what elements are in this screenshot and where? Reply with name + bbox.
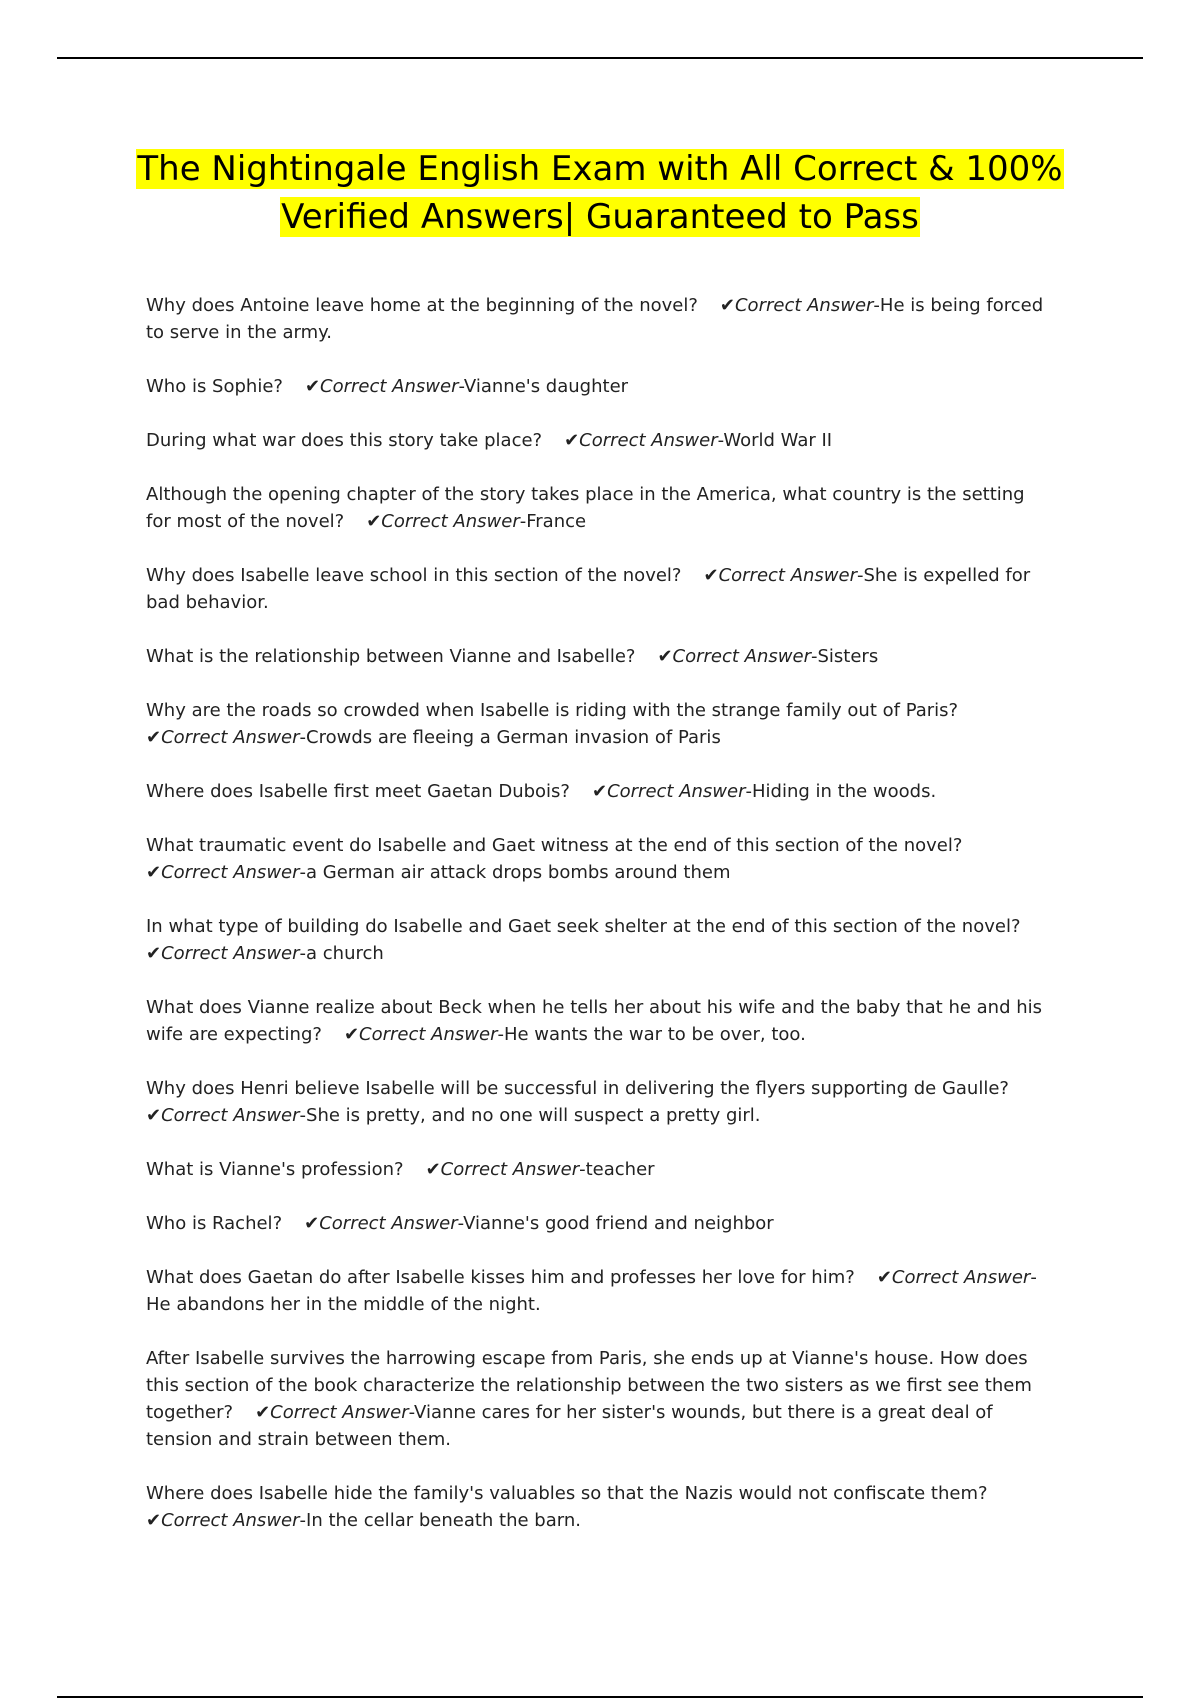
correct-answer-label: ✔Correct Answer xyxy=(425,1159,580,1180)
answer-text: a church xyxy=(306,943,384,964)
answer-text: Vianne cares for her sister's wounds, but there is a great deal of tension and strain between them. xyxy=(146,1402,993,1450)
question-text: What is Vianne's profession? xyxy=(146,1159,404,1180)
question-text: Who is Rachel? xyxy=(146,1213,283,1234)
qa-item xyxy=(146,562,1046,616)
answer-text: Hiding in the woods. xyxy=(752,781,937,802)
answer-separator: - xyxy=(810,646,818,667)
qa-item xyxy=(146,1156,1046,1183)
qa-item xyxy=(146,481,1046,535)
correct-answer-label: ✔Correct Answer xyxy=(146,943,300,964)
correct-answer-label: ✔Correct Answer xyxy=(146,1105,300,1126)
question-text: During what war does this story take place? xyxy=(146,430,543,451)
correct-answer-label: ✔Correct Answer xyxy=(876,1267,1031,1288)
correct-answer-label: ✔Correct Answer xyxy=(366,511,520,532)
title-line-2: Verified Answers| Guaranteed to Pass xyxy=(281,197,919,237)
correct-answer-label: ✔Correct Answer xyxy=(719,295,874,316)
answer-separator: - xyxy=(717,430,724,451)
qa-item xyxy=(146,994,1046,1048)
qa-item xyxy=(146,1075,1046,1129)
answer-separator: - xyxy=(299,727,307,748)
qa-item xyxy=(146,292,1046,346)
answer-separator: - xyxy=(299,1510,307,1531)
answer-text: World War II xyxy=(723,430,833,451)
correct-answer-label: ✔Correct Answer xyxy=(564,430,718,451)
question-text: After Isabelle survives the harrowing escape from Paris, she ends up at Vianne's house. How does this section of the book characterize the relationship between the two sisters as we first see them together? xyxy=(146,1348,1032,1423)
answer-separator: - xyxy=(1030,1267,1037,1288)
question-answer-list xyxy=(146,292,1046,1561)
answer-separator: - xyxy=(299,943,307,964)
answer-text: Vianne's daughter xyxy=(463,376,629,397)
answer-text: He abandons her in the middle of the night. xyxy=(146,1294,541,1315)
answer-text: a German air attack drops bombs around them xyxy=(306,862,731,883)
answer-separator: - xyxy=(857,565,864,586)
answer-text: Crowds are fleeing a German invasion of Paris xyxy=(306,727,721,748)
answer-text: He is being forced to serve in the army. xyxy=(146,295,1044,343)
answer-text: She is expelled for bad behavior. xyxy=(146,565,1031,613)
answer-separator: - xyxy=(299,862,307,883)
top-rule xyxy=(57,57,1143,59)
qa-item xyxy=(146,427,1046,454)
correct-answer-label: ✔Correct Answer xyxy=(304,1213,458,1234)
answer-separator: - xyxy=(457,1213,464,1234)
qa-item xyxy=(146,697,1046,751)
answer-separator: - xyxy=(873,295,880,316)
qa-item xyxy=(146,832,1046,886)
correct-answer-label: ✔Correct Answer xyxy=(591,781,746,802)
question-text: What traumatic event do Isabelle and Gaet witness at the end of this section of the novel? xyxy=(146,835,963,856)
answer-separator: - xyxy=(579,1159,586,1180)
answer-separator: - xyxy=(519,511,527,532)
title-line-1: The Nightingale English Exam with All Correct & 100% xyxy=(137,149,1063,189)
question-text: What is the relationship between Vianne and Isabelle? xyxy=(146,646,636,667)
answer-separator: - xyxy=(497,1024,504,1045)
question-text: Although the opening chapter of the story takes place in the America, what country is the setting for most of the novel? xyxy=(146,484,1025,532)
answer-separator: - xyxy=(745,781,752,802)
correct-answer-label: ✔Correct Answer xyxy=(343,1024,498,1045)
qa-item xyxy=(146,1345,1046,1453)
answer-text: She is pretty, and no one will suspect a pretty girl. xyxy=(306,1105,761,1126)
document-title xyxy=(100,145,1100,241)
qa-item xyxy=(146,913,1046,967)
qa-item xyxy=(146,1480,1046,1534)
question-text: Why does Henri believe Isabelle will be successful in delivering the flyers supporting de Gaulle? xyxy=(146,1078,1009,1099)
answer-text: Vianne's good friend and neighbor xyxy=(463,1213,774,1234)
answer-separator: - xyxy=(408,1402,415,1423)
qa-item xyxy=(146,1210,1046,1237)
correct-answer-label: ✔Correct Answer xyxy=(703,565,857,586)
qa-item xyxy=(146,643,1046,670)
correct-answer-label: ✔Correct Answer xyxy=(146,1510,300,1531)
answer-separator: - xyxy=(458,376,464,397)
correct-answer-label: ✔Correct Answer xyxy=(146,862,300,883)
answer-text: In the cellar beneath the barn. xyxy=(306,1510,581,1531)
question-text: Why does Antoine leave home at the beginning of the novel? xyxy=(146,295,698,316)
question-text: Why are the roads so crowded when Isabelle is riding with the strange family out of Paris? xyxy=(146,700,959,721)
answer-text: France xyxy=(526,511,587,532)
qa-item xyxy=(146,778,1046,805)
question-text: Where does Isabelle first meet Gaetan Dubois? xyxy=(146,781,570,802)
correct-answer-label: ✔Correct Answer xyxy=(304,376,459,397)
correct-answer-label: ✔Correct Answer xyxy=(146,727,300,748)
answer-text: teacher xyxy=(585,1159,655,1180)
correct-answer-label: ✔Correct Answer xyxy=(657,646,811,667)
qa-item xyxy=(146,1264,1046,1318)
answer-text: He wants the war to be over, too. xyxy=(503,1024,806,1045)
question-text: What does Vianne realize about Beck when he tells her about his wife and the baby that he and his wife are expecting? xyxy=(146,997,1043,1045)
question-text: What does Gaetan do after Isabelle kisses him and professes her love for him? xyxy=(146,1267,855,1288)
answer-separator: - xyxy=(299,1105,307,1126)
correct-answer-label: ✔Correct Answer xyxy=(255,1402,409,1423)
bottom-rule xyxy=(57,1696,1143,1698)
question-text: Who is Sophie? xyxy=(146,376,283,397)
question-text: Where does Isabelle hide the family's valuables so that the Nazis would not confiscate them? xyxy=(146,1483,988,1504)
question-text: Why does Isabelle leave school in this section of the novel? xyxy=(146,565,682,586)
qa-item xyxy=(146,373,1046,400)
question-text: In what type of building do Isabelle and Gaet seek shelter at the end of this section of the novel? xyxy=(146,916,1021,937)
answer-text: Sisters xyxy=(817,646,879,667)
